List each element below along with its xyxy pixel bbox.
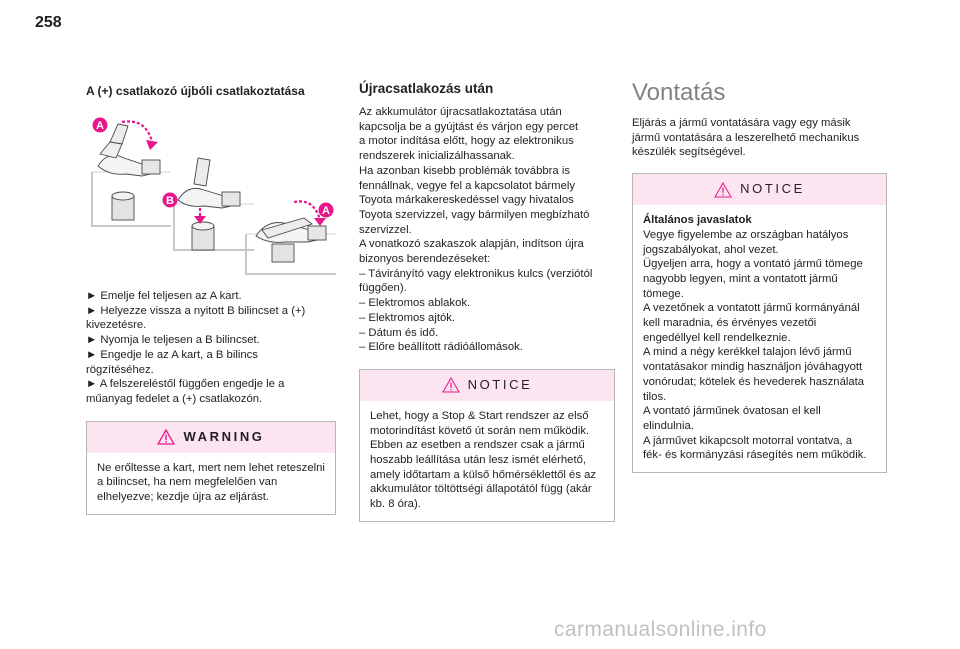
notice-line: vontatásakor mindig használjon jóváhagyott (643, 361, 863, 374)
step-line: ► Engedje le az A kart, a B bilincs (86, 348, 258, 361)
notice-line: Ügyeljen arra, hogy a vontató jármű tömege (643, 258, 863, 271)
text-line: Az akkumulátor újracsatlakoztatása után (359, 106, 562, 118)
notice-line: fék- és kormányzási rásegítés nem működik. (643, 449, 867, 462)
notice-line: motorindítást követő út során nem működik. (370, 424, 590, 437)
after-reconnect-text (359, 105, 615, 355)
notice-line: kell maradnia, és érvényes vezetői (643, 317, 817, 330)
notice-line: vonórudat; kötelek és hevederek használata (643, 375, 865, 388)
warning-body (87, 453, 335, 514)
text-line: Eljárás a jármű vontatására vagy egy másik (632, 117, 851, 129)
column-3 (632, 78, 887, 473)
warning-header (87, 422, 335, 453)
page-number: 258 (35, 14, 62, 31)
text-line: Ha azonban kisebb problémák továbbra is (359, 164, 571, 177)
notice-line: amely időtartam a külső hőmérséklettől és az (370, 468, 597, 481)
text-line: készülék segítségével. (632, 146, 746, 159)
label-b-text: B (166, 195, 174, 207)
notice-line: A járművet kikapcsolt motorral vontatva, a (643, 434, 853, 447)
notice-line: A vontató járműnek óvatosan el kell (643, 405, 821, 418)
step-line: ► Helyezze vissza a nyitott B bilincset a (+) (86, 304, 306, 317)
clamp-step-2 (174, 158, 254, 250)
text-line: – Elektromos ajtók. (359, 311, 456, 324)
warning-line: elhelyezve; kezdje újra az eljárást. (97, 491, 270, 504)
notice-line: jogszabályokat, ahol vezet. (643, 243, 779, 256)
text-line: – Elektromos ablakok. (359, 297, 471, 310)
text-line: Toyota márkakereskedéssel vagy hivatalos (359, 194, 574, 207)
text-line: Toyota szervizzel, vagy bármilyen megbízható (359, 208, 590, 221)
warning-icon (157, 429, 175, 445)
notice-subheading: Általános javaslatok (643, 214, 752, 227)
column-1 (86, 78, 336, 515)
notice-header (633, 174, 886, 205)
step-line: rögzítéséhez. (86, 363, 154, 376)
step-line: ► A felszereléstől függően engedje le a (86, 378, 285, 391)
text-line: bizonyos berendezéseket: (359, 253, 491, 266)
notice-title: NOTICE (467, 377, 533, 393)
notice-line: Lehet, hogy a Stop & Start rendszer az első (370, 409, 589, 422)
notice-icon (714, 182, 732, 198)
column-2 (359, 78, 615, 522)
text-line: – Előre beállított rádióállomások. (359, 341, 523, 354)
watermark: carmanualsonline.info (554, 618, 767, 641)
notice-body (633, 205, 886, 472)
step-line: műanyag fedelet a (+) csatlakozón. (86, 392, 263, 405)
notice-title: NOTICE (740, 181, 805, 197)
clamp-step-1 (92, 124, 171, 226)
notice-header (360, 370, 614, 401)
label-a-text-2: A (322, 205, 330, 217)
text-line: – Dátum és idő. (359, 326, 439, 339)
warning-box (86, 421, 336, 515)
reconnect-heading: A (+) csatlakozó újbóli csatlakoztatása (86, 84, 305, 98)
battery-clamp-figure (86, 114, 344, 280)
reconnect-steps (86, 289, 336, 407)
notice-line: Vegye figyelembe az országban hatályos (643, 228, 849, 241)
warning-title: WARNING (183, 428, 265, 444)
notice-line: nagyobb legyen, mint a vontatott jármű (643, 272, 838, 285)
notice-line: A mind a négy kerékkel talajon lévő jármű (643, 346, 852, 359)
towing-intro (632, 116, 887, 160)
text-line: jármű vontatására a leszerelhető mechanikus (632, 131, 860, 144)
notice-icon (442, 377, 460, 393)
notice-line: hoszabb leállítása után lesz ismét elérhető, (370, 454, 587, 467)
battery-clamp-illustration (86, 114, 344, 280)
text-line: – Távirányító vagy elektronikus kulcs (verziótól (359, 267, 593, 280)
step-line: ► Nyomja le teljesen a B bilincset. (86, 334, 260, 347)
notice-box-stop-start (359, 369, 615, 522)
label-a-text-1: A (96, 120, 104, 132)
notice-line: engedéllyel kell rendelkeznie. (643, 331, 791, 344)
after-reconnect-heading: Újracsatlakozás után (359, 81, 494, 96)
warning-line: a bilincset, ha nem megfelelően van (97, 476, 278, 489)
step-line: ► Emelje fel teljesen az A kart. (86, 290, 242, 302)
notice-box-towing (632, 173, 887, 473)
towing-heading: Vontatás (632, 79, 726, 106)
notice-line: A vezetőnek a vontatott jármű kormányánál (643, 302, 860, 315)
notice-line: kb. 8 óra). (370, 498, 421, 511)
text-line: rendszerek inicializálhassanak. (359, 150, 515, 163)
text-line: fennállnak, vegye fel a kapcsolatot bármely (359, 179, 576, 192)
notice-line: tilos. (643, 390, 667, 403)
warning-line: Ne erőltesse a kart, mert nem lehet reteszelni (97, 461, 325, 474)
step-line: kivezetésre. (86, 319, 147, 332)
text-line: szervizzel. (359, 223, 412, 236)
rotate-arrow-2 (294, 201, 320, 220)
notice-line: elindulnia. (643, 419, 694, 432)
notice-line: Ebben az esetben a rendszer csak a jármű (370, 439, 585, 452)
text-line: függően). (359, 282, 407, 295)
text-line: A vonatkozó szakaszok alapján, indítson újra (359, 238, 584, 251)
text-line: a motor indítása előtt, hogy az elektronikus (359, 135, 574, 148)
notice-body (360, 401, 614, 521)
clamp-step-3 (246, 218, 336, 274)
text-line: kapcsolja be a gyújtást és várjon egy percet (359, 120, 579, 133)
notice-line: tömege. (643, 287, 684, 300)
notice-line: akkumulátor töltöttségi állapotától függ (akár (370, 483, 592, 496)
